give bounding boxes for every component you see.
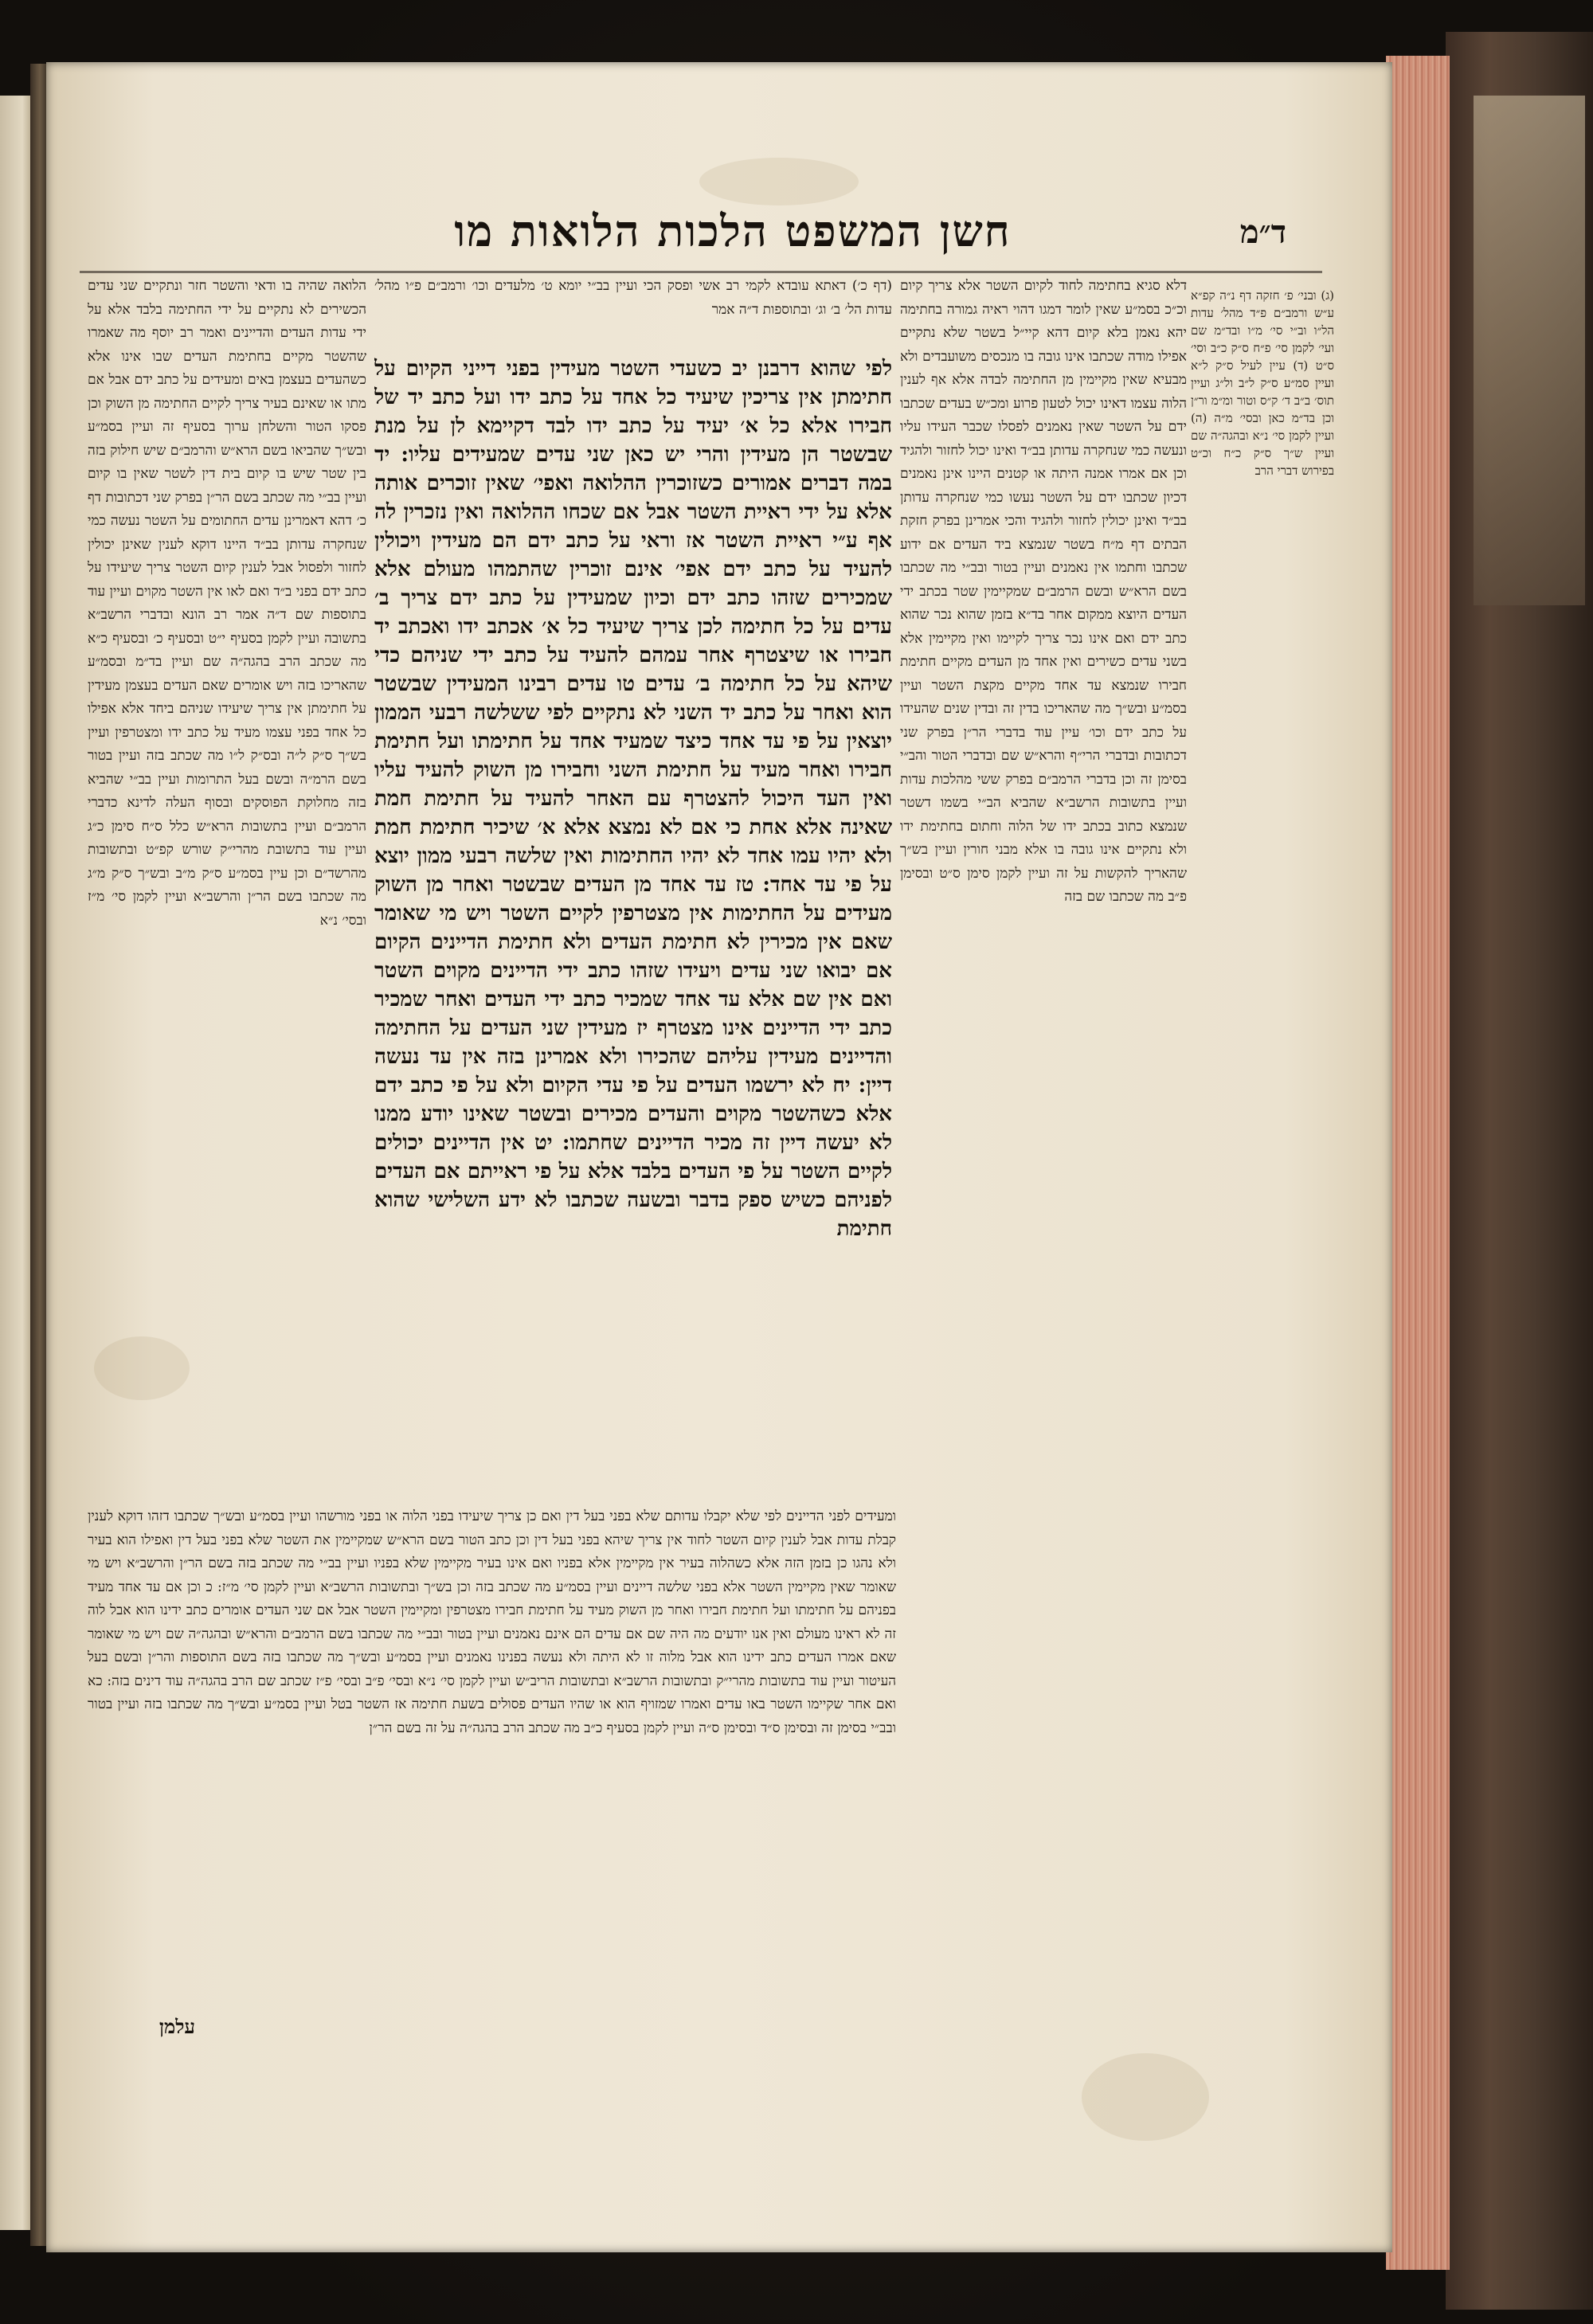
commentary-column-right: דלא סגיא בחתימה לחוד לקיום השטר אלא צריך קיום וכ״כ בסמ״ע שאין לומר דמגו דהוי ראיה גמורה בחתימה יהא נאמן בלא קיום דהא קיי״ל בשטר שלא נתקיים אפילו מודה שכתבו אינו גובה בו מנכסים משועבדים ולא מבעיא שאין מקיימין מן החתימה לבדה אלא אף לענין הלוה עצמו דאינו יכול לטעון פרוע ומכ״ש בעדים שכתבו ידם על השטר שאין נאמנים לפסלו שכבר העידו עליו ונעשה כמי שנחקרה עדותן בב״ד ואינו יכול לחזור ולהגיד וכן אם אמרו אמנה היתה או קטנים היינו אינן נאמנים דכיון שכתבו ידם על השטר נעשו כמי שנחקרה עדותן בב״ד ואינן יכולין לחזור ולהגיד והכי אמרינן בפרק חזקת הבתים דף מ״ח בשטר שנמצא ביד העדים אם ידוע שכתבו וחתמו אין נאמנים ועיין בטור ובב״י מה שכתבו בשם הרא״ש ובשם הרמב״ם שמקיימין שטר בכתב ידי העדים היוצא ממקום אחר בד״א בזמן שהוא נכר שהוא כתב ידם ואם אינו נכר צריך לקיימו ואין מקיימין אלא בשני עדים כשירים ואין אחד מן העדים מקיים חתימת חבירו שנמצא עד אחד מקיים מקצת השטר ועיין בסמ״ע ובש״ך מה שהאריכו בדין זה ובדין שנים שהעידו על כתב ידם וכו׳ עיין עוד בדברי הר״ן בפרק שני דכתובות ובדברי הרי״ף והרא״ש שם ובדברי הטור והב״י בסימן זה וכן בדברי הרמב״ם בפרק ששי מהלכות עדות ועיין בתשובות הרשב״א שהביא הב״י בשמו דשטר שנמצא כתוב בכתב ידו של הלוה וחתום בחתימת ידו ולא נתקיים אינו גובה בו אלא מבני חורין ועיין בש״ך שהאריך להקשות על זה ועיין לקמן סימן ס״ט ובסימן פ״ב מה שכתבו שם בזה xyxy=(900,278,1187,905)
commentary-bottom-block: ומעידים לפני הדיינים לפי שלא יקבלו עדותם שלא בפני בעל דין ואם כן צריך שיעידו בפני הלוה או בפני מורשהו ועיין בסמ״ע ובש״ך שכתבו דזהו דוקא לענין קבלת עדות אבל לענין קיום השטר לחוד אין צריך שיהא בפני בעל דין וכן כתב הטור בשם הרא״ש שמקיימין את השטר שלא בפני בעל דין ואפילו הוא בעיר ולא נהגו כן בזמן הזה אלא כשהלוה בעיר אין מקיימין אלא בפניו ואם אינו בעיר מקיימין שלא בפניו ועיין בב״י מה שכתב בזה בשם הר״ן והרשב״א ויש מי שאומר שאין מקיימין השטר אלא בפני שלשה דיינים ועיין בסמ״ע מה שכתב בזה וכן בש״ך ובתשובות הרשב״א ועיין לקמן סי׳ מ״ז: כ וכן אם עד אחד מעיד בפניהם על חתימתו ועל חתימת חבירו ואחר מן השוק מעיד על חתימת חבירו מצטרפין ומקיימין השטר אבל אם שני העדים אומרים כתב ידינו הוא אבל לוה זה לא ראינו מעולם ואין אנו יודעים מה היה שם אם עדים הם אינם נאמנים ועיין בטור ובב״י מה שכתבו בשם הרמב״ם והרא״ש ובהגה״ה שם ויש מי שאומר שאם אמרו העדים כתב ידינו הוא אבל מלוה זו לא היתה ולא נעשה בפנינו נאמנים ועיין בסמ״ע ובש״ך מה שכתבו בזה בשם התוספות והר״ן ובשם בעל העיטור ועיין עוד בתשובות מהרי״ק ובתשובות הרשב״א ובתשובות הריב״ש ועיין לקמן סי׳ נ״א ובסי׳ פ״ב ובסי׳ פ״ז שכתב שם הרב בהגה״ה עוד דינים בזה: כא ואם אחר שקיימו השטר באו עדים ואמרו שמזויף הוא או שהיו העדים פסולים בשעת חתימה אז השטר בטל ועיין בסמ״ע ובש״ך מה שכתבו בזה ועיין בטור ובב״י בסימן זה ובסימן ס״ד ובסימן ס״ה ועיין לקמן בסעיף כ״ב מה שכתב הרב בהגה״ה על זה בשם הר״ן xyxy=(88,1508,896,1736)
running-head: חשן המשפט הלכות הלואות מו xyxy=(454,205,1012,256)
left-page-edge xyxy=(0,96,32,2230)
commentary-column-left: הלואה שהיה בו ודאי והשטר חזר ונתקיים שני עדים הכשירים לא נתקיים על ידי החתימה בלבד אלא על ידי עדות העדים והדיינים ואמר רב יוסף מה שאמרו שהשטר מקיים בחתימת העדים שבו אינו אלא כשהעדים בעצמן באים ומעידים על כתב ידם אבל אם מתו או שאינם בעיר צריך לקיים החתימה מן השוק וכן פסקו הטור והשלחן ערוך בסעיף זה ועיין בסמ״ע ובש״ך שהביאו בשם הרא״ש והרמב״ם שיש חילוק בזה בין שטר שיש בו קיום בית דין לשטר שאין בו קיום ועיין בב״י מה שכתב בשם הר״ן בפרק שני דכתובות דף כ׳ דהא דאמרינן עדים החתומים על השטר נעשה כמי שנחקרה עדותן בב״ד היינו דוקא לענין שאינן יכולין לחזור ולפסול אבל לענין קיום השטר צריך שיעידו על כתב ידם בפני ב״ד ואם לאו אין השטר מקוים ועיין עוד בתוספות שם ד״ה אמר רב הונא ובדברי הרשב״א בתשובה ועיין לקמן בסעיף י״ט ובסעיף כ׳ ובסעיף כ״א מה שכתב הרב בהגה״ה שם ועיין בד״מ ובסמ״ע שהאריכו בזה ויש אומרים שאם העדים בעצמן מעידין על חתימתן אין צריך שיעידו שניהם ביחד אלא אפילו כל אחד בפני עצמו מעיד על כתב ידו ומצטרפין ועיין בש״ך ס״ק ל״ה ובס״ק ל״ו מה שכתב בזה ועיין בטור בשם הרמ״ה ובשם בעל התרומות ועיין בב״י שהביא בזה מחלוקת הפוסקים ובסוף העלה לדינא כדברי הרמב״ם ועיין בתשובות הרא״ש כלל ס״ח סימן כ״ג ועיין עוד בתשובת מהרי״ק שורש קפ״ט ובתשובות מהרשד״ם וכן עיין בסמ״ע ס״ק מ״ב ובש״ך ס״ק מ״ג מה שכתבו בשם הר״ן והרשב״א ועיין לקמן סי׳ מ״ז ובסי׳ נ״א xyxy=(88,278,366,929)
header-rule xyxy=(80,271,1322,273)
folio-number: ד״מ xyxy=(1239,213,1286,251)
main-text-column: לפי שהוא דרבנן יב כשעדי השטר מעידין בפני דייני הקיום על חתימתן אין צריכין שיעיד כל אחד על כתב ידו ועל כתב יד של חבירו אלא כל א׳ יעיד על כתב ידו לבד דקיימא לן על מנת שבשטר הן מעידין והרי יש כאן שני עדים שמעידים עליו: יד במה דברים אמורים כשזוכרין ההלואה ואפי׳ שאין זוכרים אותה אלא על ידי ראיית השטר אבל אם שכחו ההלואה ואין נזכרין לה אף ע״י ראיית השטר אז וראי על כתב ידם הם מעידין ויכולין להעיד על כתב ידם אפי׳ אינם זוכרין שהתמהו מעולם אלא שמכירים שזהו כתב ידם וכיון שמעידין על כתב ידם צריך ב׳ עדים על כל חתימה לכן צריך שיעיד כל א׳ אכתב ידו ואכתב יד חבירו או שיצטרף אחר עמהם להעיד על כתב ידי שניהם כדי שיהא על כל חתימה ב׳ עדים טו עדים רבינו המעידין שבשטר הוא ואחר על כתב יד השני לא נתקיים לפי ששלשה רבעי הממון יוצאין על פי עד אחד כיצד שמעיד אחד על חתימתו ועל חתימת חבירו ואחר מעיד על חתימת השני וחבירו מן השוק להעיד עליו ואין העד היכול להצטרף עם האחר להעיד על חתימת חמת שאינה אלא אחת כי אם לא נמצא אלא א׳ שיכיר חתימת חמת ולא יהיו עמו אחד לא יהיו החתימות ואין שלשה רבעי ממון יוצא על פי עד אחד: טז עד אחד מן העדים שבשטר ואחר מן השוק מעידים על החתימות אין מצטרפין לקיים השטר ויש מי שאומר שאם אין מכירין לא חתימת העדים ולא חתימת הדיינים הקיום אם יבואו שני עדים ויעידו שזהו כתב ידי הדיינים מקוים השטר ואם אין שם אלא עד אחד שמכיר כתב ידי העדים ואחר שמכיר כתב ידי הדיינים אינו מצטרף יז מעידין שני העדים על החתימה והדיינים מעידין עליהם שהכירו ולא אמרינן בזה אין עד נעשה דיין: יח לא ירשמו העדים על פי עדי הקיום ולא על פי כתב ידם אלא כשהשטר מקוים והעדים מכירים ובשטר שאינו יודע ממנו לא יעשה דיין זה מכיר הדיינים שחתמו: יט אין הדיינים יכולים לקיים השטר על פי העדים בלבד אלא על פי ראייתם אם העדים לפניהם כשיש ספק בדבר ובשעה שכתבו לא ידע השלישי שהוא חתימת xyxy=(374,357,892,1241)
commentary-center-top: (דף כ׳) דאתא עובדא לקמי רב אשי ופסק הכי ועיין בב״י יומא ט׳ מלעדים וכו׳ ורמב״ם פ״ו מהל׳ עדות הל׳ ב׳ וג׳ ובתוספות ד״ה אמר xyxy=(374,278,892,318)
marginal-notes-column: (ג) ובני׳ פ׳ חזקה דף נ״ה קפ״א ע״ש ורמב״ם פ״ד מהל׳ עדות הל״ו וב״י סי׳ מ״ו ובד״מ שם ועי׳ לקמן סי׳ פ״ח ס״ק כ״ב וסי׳ ס״ט (ד) עיין לעיל ס״ק ל״א ועיין סמ״ע ס״ק ל״ב ול״ג ועיין תוס׳ ב״ב ד׳ ק״ס וטור ומ״מ ור״ן וכן בד״מ כאן ובסי׳ מ״ה (ה) ועיין לקמן סי׳ נ״א ובהגה״ה שם ועיין ש״ך ס״ק כ״ח וכ״ט בפירוש דברי הרב xyxy=(1191,288,1334,478)
catchword: עלמן xyxy=(159,2015,195,2038)
paper-stain xyxy=(699,158,859,205)
worn-cover-corner xyxy=(1474,96,1585,605)
page-fore-edge xyxy=(1386,56,1450,2270)
